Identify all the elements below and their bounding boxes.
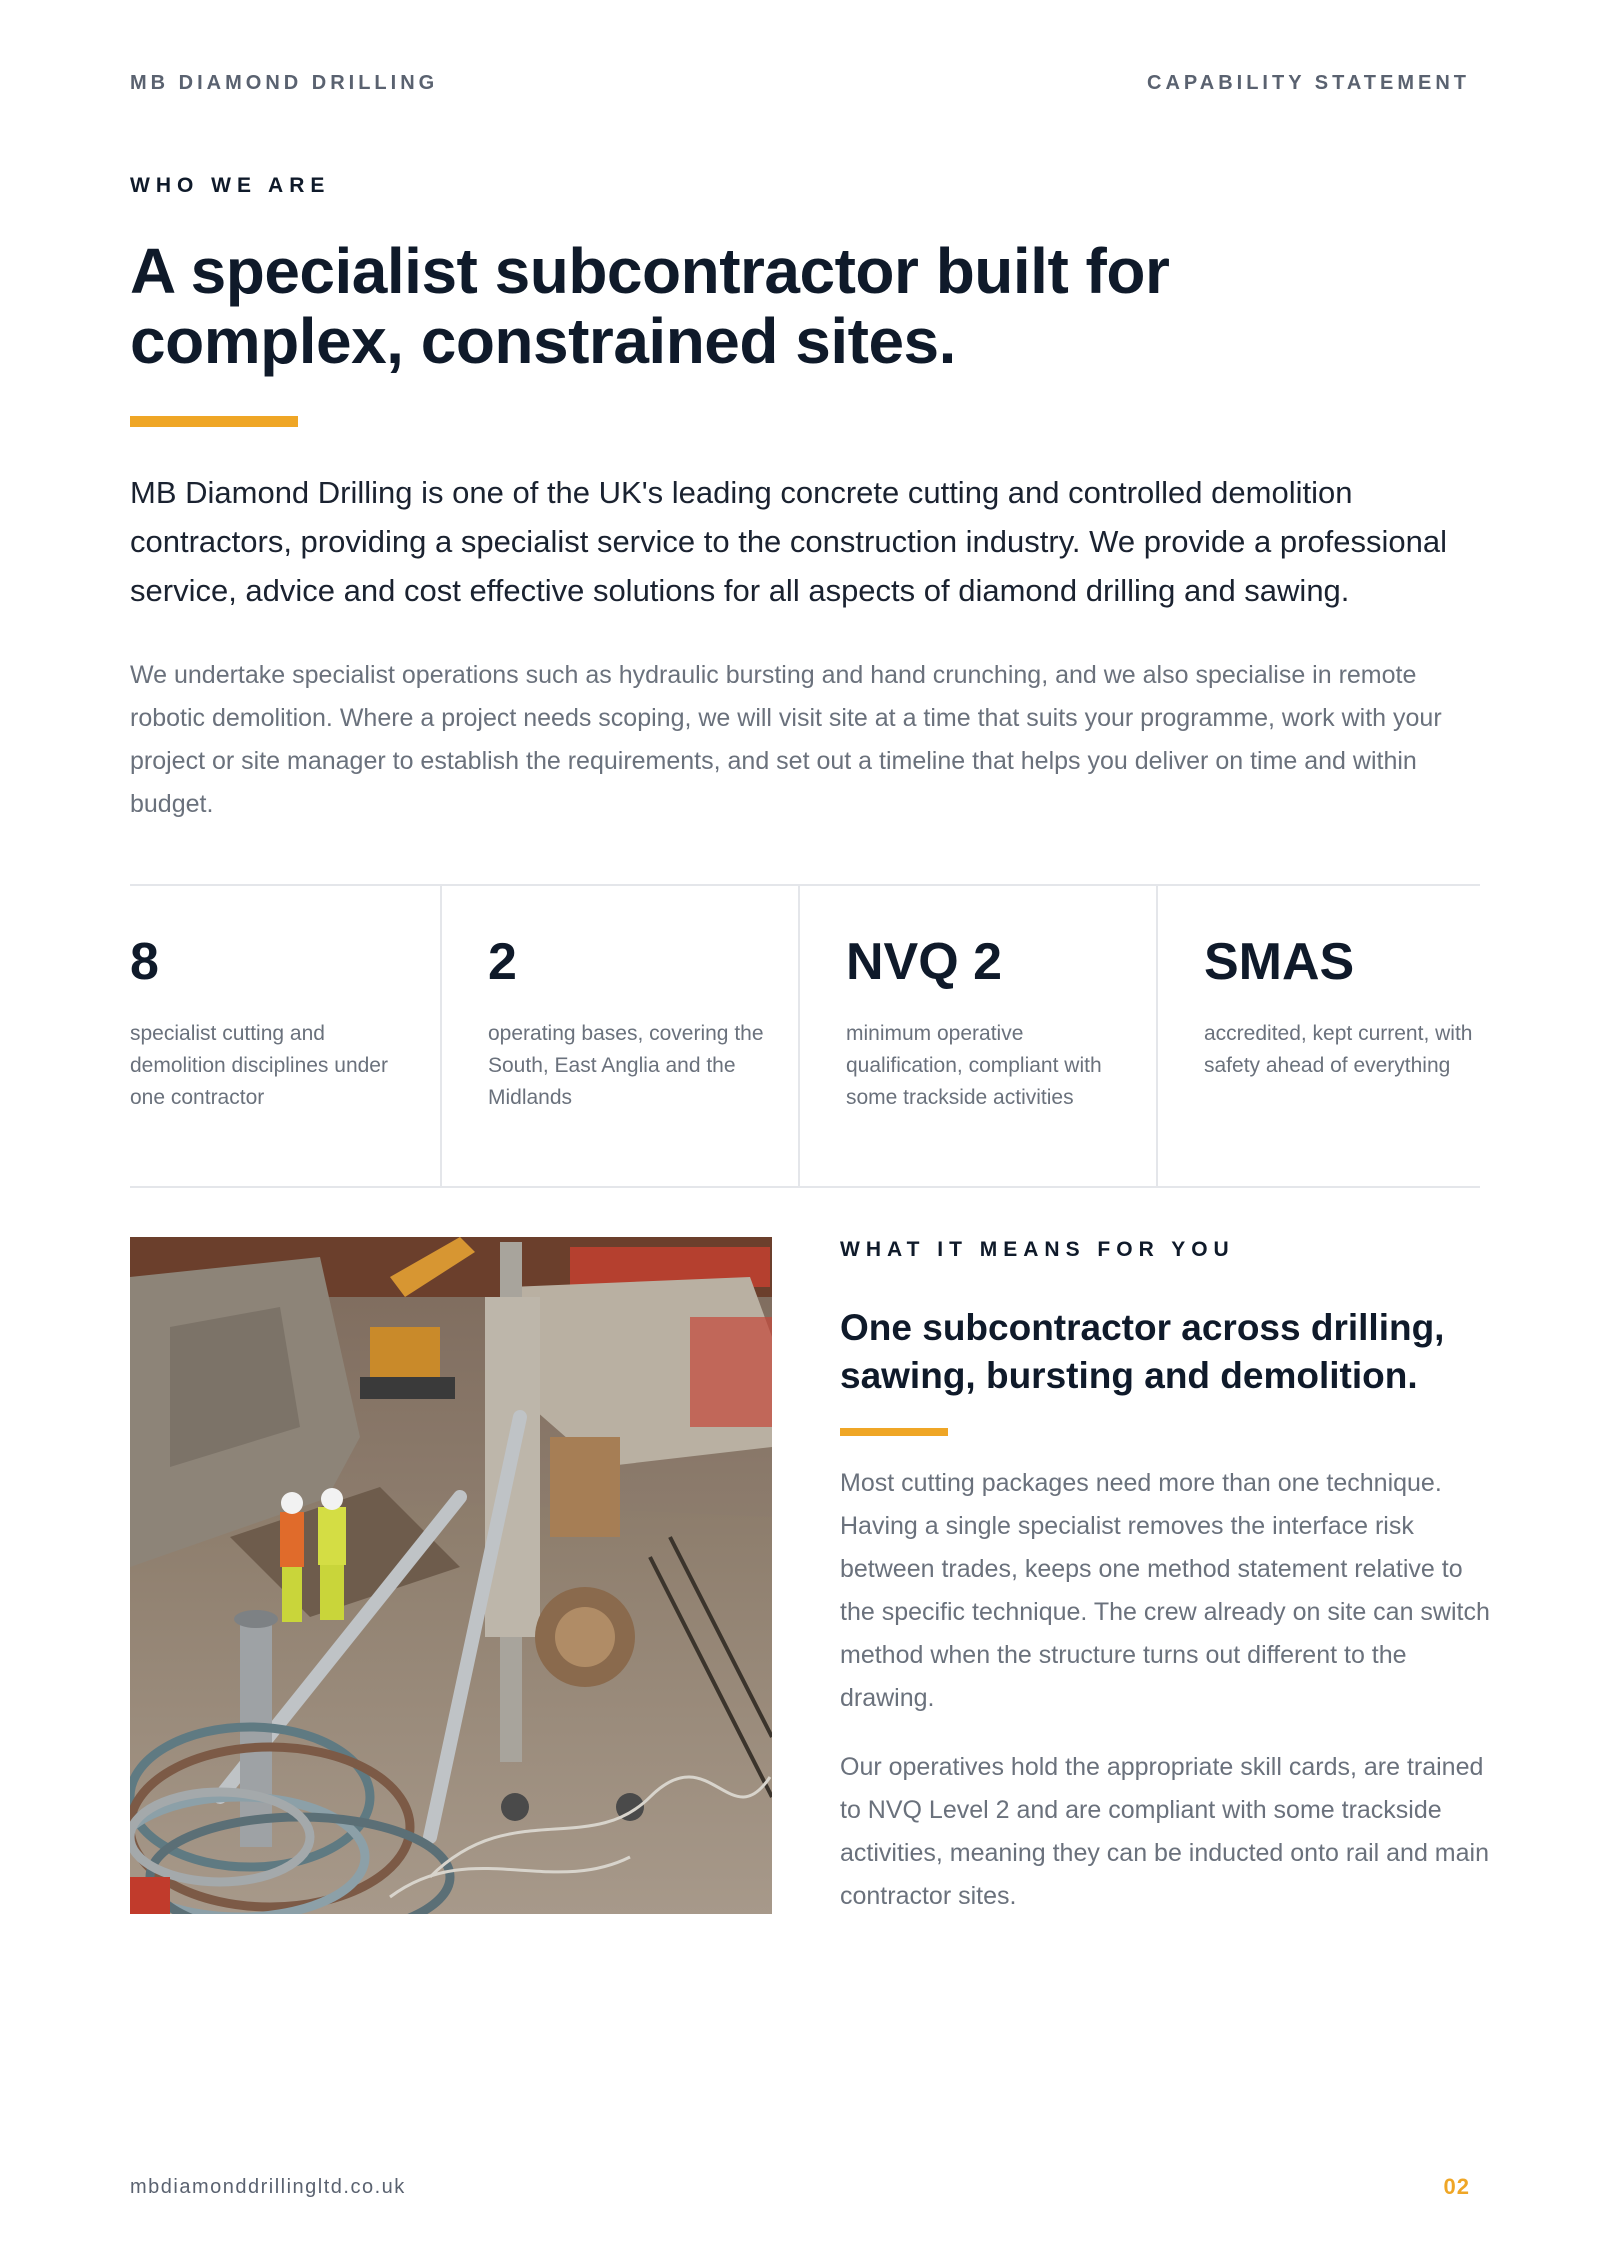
page-headline: [130, 236, 1230, 376]
feature-paragraph-1: Most cutting packages need more than one technique. Having a single specialist removes the interface risk between trades, keeps one method statement relative to the specific technique. The crew already on site can switch method when the structure turns out different to the drawing.: [840, 1469, 1490, 1712]
stat-description: accredited, kept current, with safety ahead of everything: [1204, 1022, 1473, 1077]
stat-bases: [440, 886, 798, 1186]
stat-accreditation: [1156, 886, 1514, 1186]
brand-name: MB DIAMOND DRILLING: [130, 71, 439, 94]
feature-title: One subcontractor across drilling, sawing, bursting and demolition.: [840, 1307, 1445, 1396]
running-header: [130, 68, 1470, 98]
stat-disciplines: [130, 886, 440, 1186]
headline-line-1: A specialist subcontractor built for: [130, 235, 1170, 307]
stat-value: 2: [488, 933, 517, 991]
feature-paragraph-2: Our operatives hold the appropriate skill cards, are trained to NVQ Level 2 and are compliant with some trackside activities, meaning they can be inducted onto rail and main contractor sites.: [840, 1753, 1489, 1910]
page-number: 02: [1443, 2174, 1470, 2199]
stats-strip: [130, 884, 1480, 1188]
stat-description: minimum operative qualification, compliant with some trackside activities: [846, 1022, 1102, 1109]
accent-divider: [130, 416, 298, 427]
headline-line-2: complex, constrained sites.: [130, 305, 956, 377]
feature-eyebrow: WHAT IT MEANS FOR YOU: [840, 1238, 1235, 1261]
document-title: CAPABILITY STATEMENT: [1147, 71, 1470, 94]
feature-accent-divider: [840, 1428, 948, 1436]
body-paragraph: We undertake specialist operations such as hydraulic bursting and hand crunching, and we also specialise in remote robotic demolition. Where a project needs scoping, we will visit site at a time that suits your programme, work with your project or site manager to establish the requirements, and set out a timeline that helps you deliver on time and within budget.: [130, 661, 1442, 818]
lead-paragraph: MB Diamond Drilling is one of the UK's leading concrete cutting and controlled demolition contractors, providing a specialist service to the construction industry. We provide a professional service, advice and cost effective solutions for all aspects of diamond drilling and sawing.: [130, 475, 1447, 608]
section-eyebrow: WHO WE ARE: [130, 174, 331, 197]
stat-description: specialist cutting and demolition disciplines under one contractor: [130, 1022, 388, 1109]
stat-qualification: [798, 886, 1156, 1186]
site-photo: [130, 1237, 772, 1914]
website-url[interactable]: mbdiamonddrillingltd.co.uk: [130, 2175, 406, 2198]
stat-description: operating bases, covering the South, East Anglia and the Midlands: [488, 1022, 764, 1109]
stat-value: 8: [130, 933, 159, 991]
page-footer: [130, 2172, 1470, 2202]
stat-value: SMAS: [1204, 933, 1355, 991]
stat-value: NVQ 2: [846, 933, 1003, 991]
